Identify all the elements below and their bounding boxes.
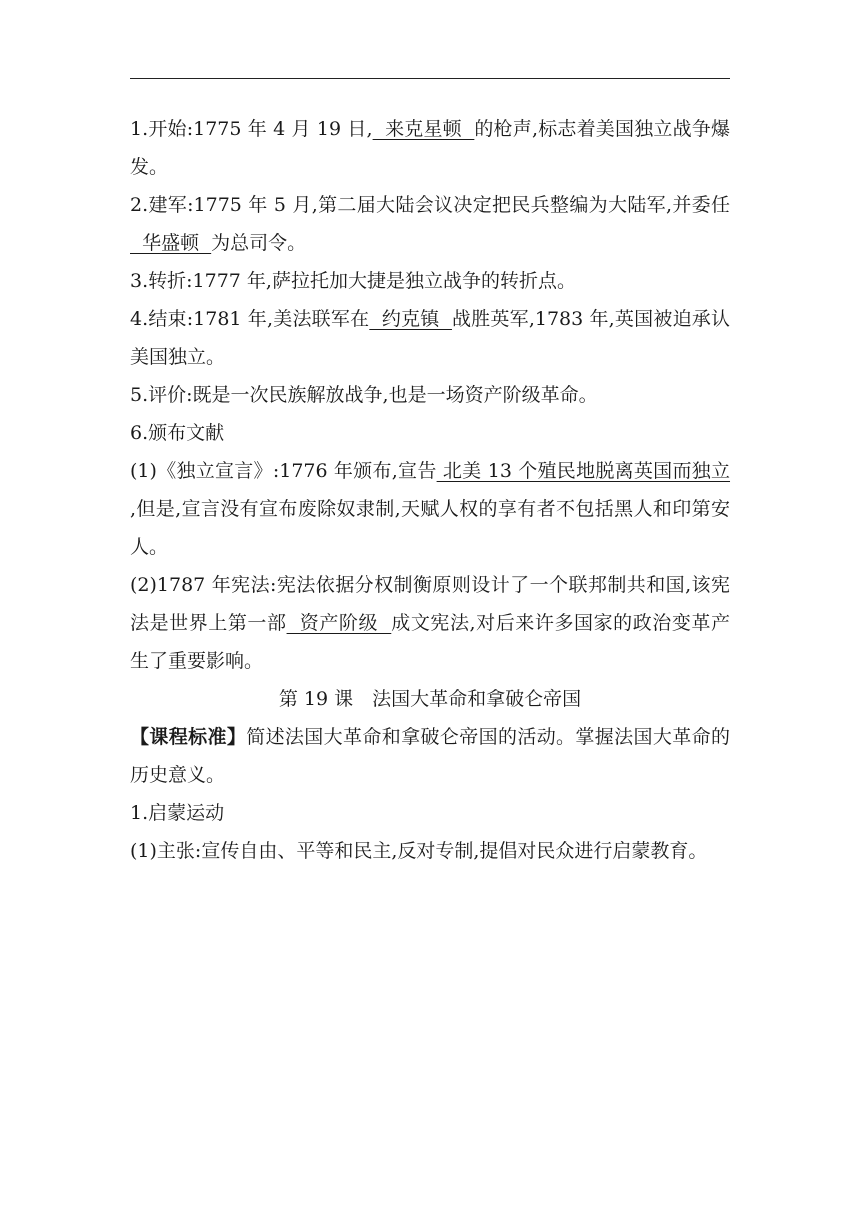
course-standard xyxy=(130,718,730,794)
paragraph-declaration xyxy=(130,452,730,566)
answer-blank: 北美 13 个殖民地脱离英国而独立 xyxy=(436,460,731,482)
text: (2)1787 年宪法:宪法依据分权制衡原则设计了一个联邦制共和国,该宪法是世界上第一部 xyxy=(130,574,730,634)
text: 战胜英军,1783 年,英国被迫承认美国独立。 xyxy=(130,308,730,368)
text: ,但是,宣言没有宣布废除奴隶制,天赋人权的享有者不包括黑人和印第安人。 xyxy=(130,498,730,558)
text: 1.开始:1775 年 4 月 19 日, xyxy=(130,118,373,140)
document-body xyxy=(130,110,730,870)
standard-text: 简述法国大革命和拿破仑帝国的活动。掌握法国大革命的历史意义。 xyxy=(130,726,730,786)
text: 4.结束:1781 年,美法联军在 xyxy=(130,308,370,330)
paragraph-constitution xyxy=(130,566,730,680)
paragraph-turning-point: 3.转折:1777 年,萨拉托加大捷是独立战争的转折点。 xyxy=(130,270,576,292)
standard-label: 【课程标准】 xyxy=(130,726,247,748)
answer-blank: 约克镇 xyxy=(369,308,452,330)
answer-blank: 来克星顿 xyxy=(372,118,475,140)
paragraph-enlightenment: 1.启蒙运动 xyxy=(130,802,225,824)
paragraph-end xyxy=(130,300,730,376)
answer-blank: 资产阶级 xyxy=(286,612,392,634)
paragraph-documents: 6.颁布文献 xyxy=(130,422,225,444)
paragraph-army xyxy=(130,186,730,262)
text: (1)《独立宣言》:1776 年颁布,宣告 xyxy=(130,460,437,482)
text: 2.建军:1775 年 5 月,第二届大陆会议决定把民兵整编为大陆军,并委任 xyxy=(130,194,730,216)
paragraph-evaluation: 5.评价:既是一次民族解放战争,也是一场资产阶级革命。 xyxy=(130,384,598,406)
text: 为总司令。 xyxy=(211,232,307,254)
lesson-title: 第 19 课 法国大革命和拿破仑帝国 xyxy=(278,688,582,710)
answer-blank: 华盛顿 xyxy=(130,232,212,254)
text: 的枪声,标志着美国独立战争爆发。 xyxy=(130,118,730,178)
header-rule xyxy=(130,78,730,79)
paragraph-proposition: (1)主张:宣传自由、平等和民主,反对专制,提倡对民众进行启蒙教育。 xyxy=(130,840,708,862)
paragraph-start xyxy=(130,110,730,186)
text: 成文宪法,对后来许多国家的政治变革产生了重要影响。 xyxy=(130,612,730,672)
